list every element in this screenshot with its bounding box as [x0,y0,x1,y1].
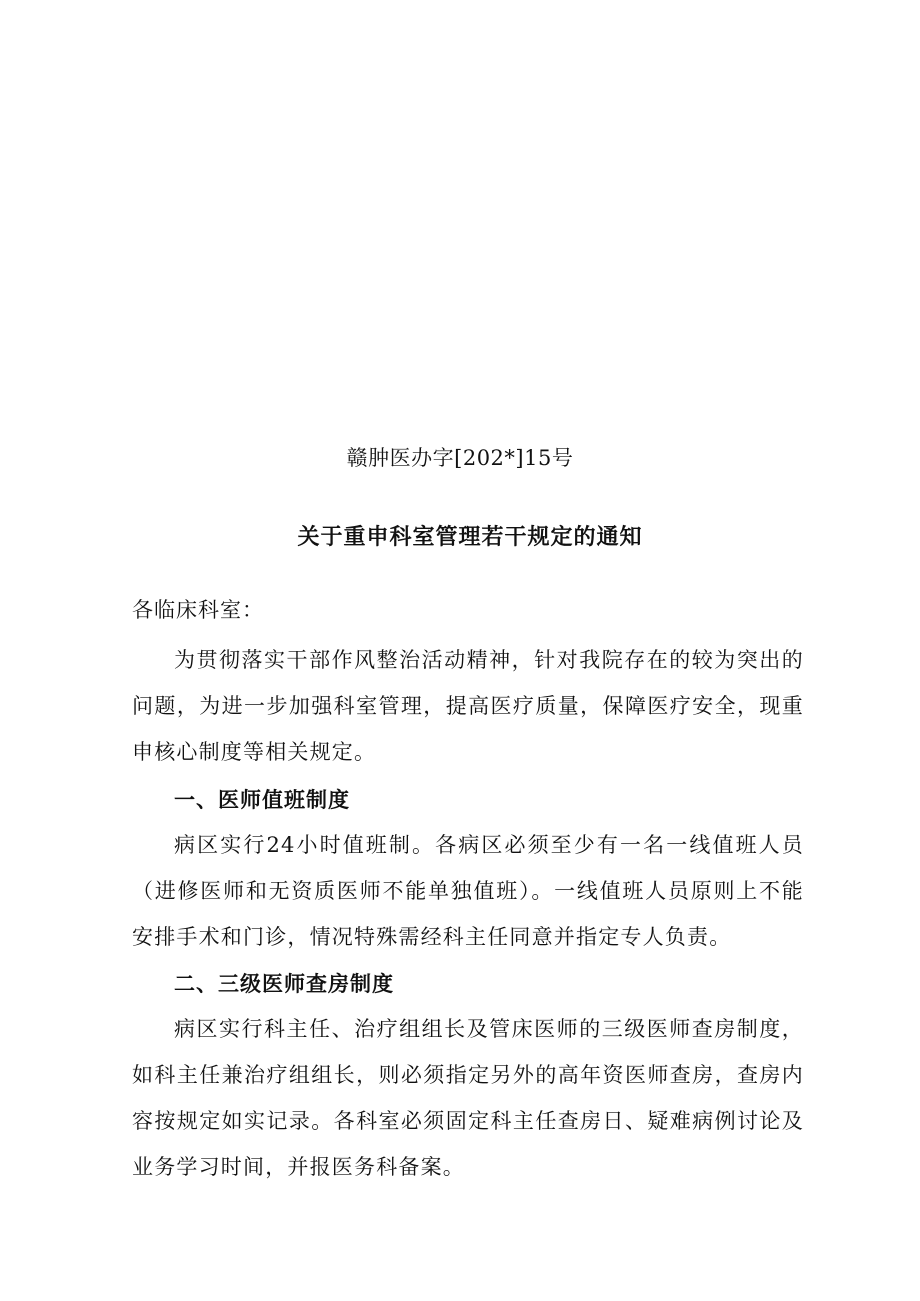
section-heading-ward-rounds: 二、三级医师查房制度 [174,971,394,996]
document-title: 关于重申科室管理若干规定的通知 [297,524,643,550]
salutation: 各临床科室： [132,598,264,622]
intro-paragraph: 为贯彻落实干部作风整治活动精神，针对我院存在的较为突出的问题，为进一步加强科室管理，提高医疗质量，保障医疗安全，现重申核心制度等相关规定。 [132,648,804,764]
section-heading-duty: 一、医师值班制度 [174,787,350,812]
section-body-duty: 病区实行24小时值班制。各病区必须至少有一名一线值班人员（进修医师和无资质医师不能单独值班）。一线值班人员原则上不能安排手术和门诊，情况特殊需经科主任同意并指定专人负责。 [132,833,804,949]
section-body-ward-rounds: 病区实行科主任、治疗组组长及管床医师的三级医师查房制度，如科主任兼治疗组组长，则必须指定另外的高年资医师查房，查房内容按规定如实记录。各科室必须固定科主任查房日、疑难病例讨论及业务学习时间，并报医务科备案。 [132,1017,804,1179]
document-number: 赣肿医办字[202*]15号 [346,446,574,470]
